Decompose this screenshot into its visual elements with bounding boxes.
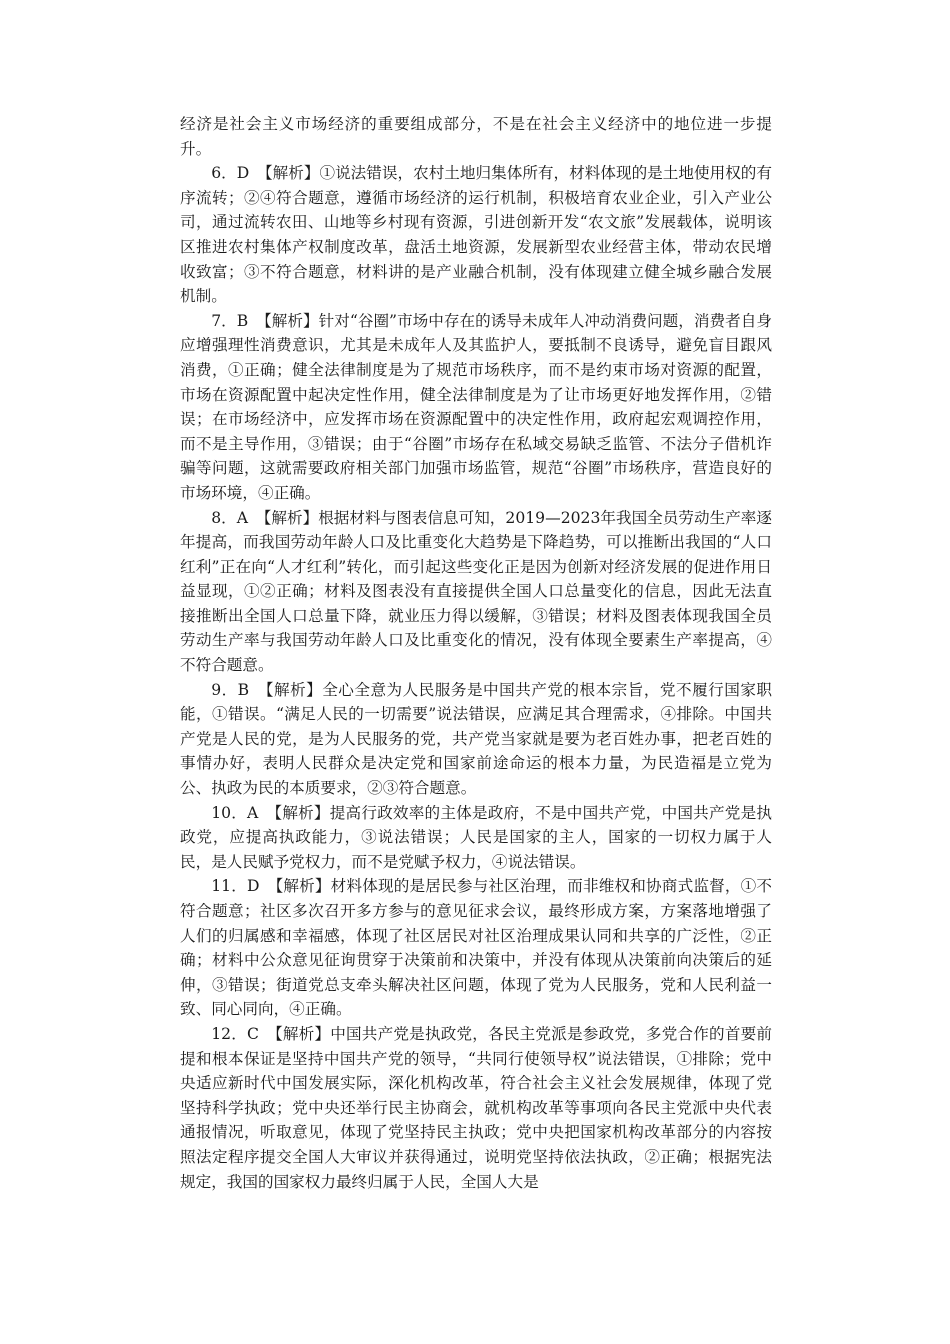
answer-8: 8．A 【解析】根据材料与图表信息可知，2019—2023年我国全员劳动生产率逐年提高，而我国劳动年龄人口及比重变化大趋势是下降趋势，可以推断出我国的“人口红利”正在向“人才红利”转化，而引起这些变化正是因为创新对经济发展的促进作用日益显现，①②正确；材料及图表没有直接提供全国人口总量变化的信息，因此无法直接推断出全国人口总量下降，就业压力得以缓解，③错误；材料及图表体现我国全员劳动生产率与我国劳动年龄人口及比重变化的情况，没有体现全要素生产率提高，④不符合题意。 bbox=[180, 508, 772, 675]
answer-7: 7．B 【解析】针对“谷圈”市场中存在的诱导未成年人冲动消费问题，消费者自身应增强理性消费意识，尤其是未成年人及其监护人，要抵制不良诱导，避免盲目跟风消费，①正确；健全法律制度是为了规范市场秩序，而不是约束市场对资源的配置，市场在资源配置中起决定性作用，健全法律制度是为了让市场更好地发挥作用，②错误；在市场经济中，应发挥市场在资源配置中的决定性作用，政府起宏观调控作用，而不是主导作用，③错误；由于“谷圈”市场存在私域交易缺乏监管、不法分子借机诈骗等问题，这就需要政府相关部门加强市场监管，规范“谷圈”市场秩序，营造良好的市场环境，④正确。 bbox=[180, 311, 772, 502]
answer-9: 9．B 【解析】全心全意为人民服务是中国共产党的根本宗旨，党不履行国家职能，①错误。“满足人民的一切需要”说法错误，应满足其合理需求，④排除。中国共产党是人民的党，是为人民服务的党，共产党当家就是要为老百姓办事，把老百姓的事情办好，表明人民群众是决定党和国家前途命运的根本力量，为民造福是立党为公、执政为民的本质要求，②③符合题意。 bbox=[180, 680, 772, 798]
answer-11: 11．D 【解析】材料体现的是居民参与社区治理，而非维权和协商式监督，①不符合题意；社区多次召开多方参与的意见征求会议，最终形成方案，方案落地增强了人们的归属感和幸福感，体现了社区居民对社区治理成果认同和共享的广泛性，②正确；材料中公众意见征询贯穿于决策前和决策中，并没有体现从决策前向决策后的延伸，③错误；街道党总支牵头解决社区问题，体现了党为人民服务，党和人民利益一致、同心同向，④正确。 bbox=[180, 877, 772, 1019]
answer-10: 10．A 【解析】提高行政效率的主体是政府，不是中国共产党，中国共产党是执政党，应提高执政能力，③说法错误；人民是国家的主人，国家的一切权力属于人民，是人民赋予党权力，而不是党赋予权力，④说法错误。 bbox=[180, 803, 772, 871]
paragraph-continuation: 经济是社会主义市场经济的重要组成部分，不是在社会主义经济中的地位进一步提升。 bbox=[180, 115, 772, 158]
answer-12: 12．C 【解析】中国共产党是执政党，各民主党派是参政党，多党合作的首要前提和根本保证是坚持中国共产党的领导，“共同行使领导权”说法错误，①排除；党中央适应新时代中国发展实际，深化机构改革，符合社会主义社会发展规律，体现了党坚持科学执政；党中央还举行民主协商会，就机构改革等事项向各民主党派中央代表通报情况，听取意见，体现了党坚持民主执政；党中央把国家机构改革部分的内容按照法定程序提交全国人大审议并获得通过，说明党坚持依法执政，②正确；根据宪法规定，我国的国家权力最终归属于人民，全国人大是 bbox=[180, 1024, 772, 1191]
answer-explanations bbox=[180, 112, 772, 1194]
answer-6: 6．D 【解析】①说法错误，农村土地归集体所有，材料体现的是土地使用权的有序流转；②④符合题意，遵循市场经济的运行机制，积极培育农业企业，引入产业公司，通过流转农田、山地等乡村现有资源，引进创新开发“农文旅”发展载体，说明该区推进农村集体产权制度改革，盘活土地资源，发展新型农业经营主体，带动农民增收致富；③不符合题意，材料讲的是产业融合机制，没有体现建立健全城乡融合发展机制。 bbox=[180, 164, 772, 306]
